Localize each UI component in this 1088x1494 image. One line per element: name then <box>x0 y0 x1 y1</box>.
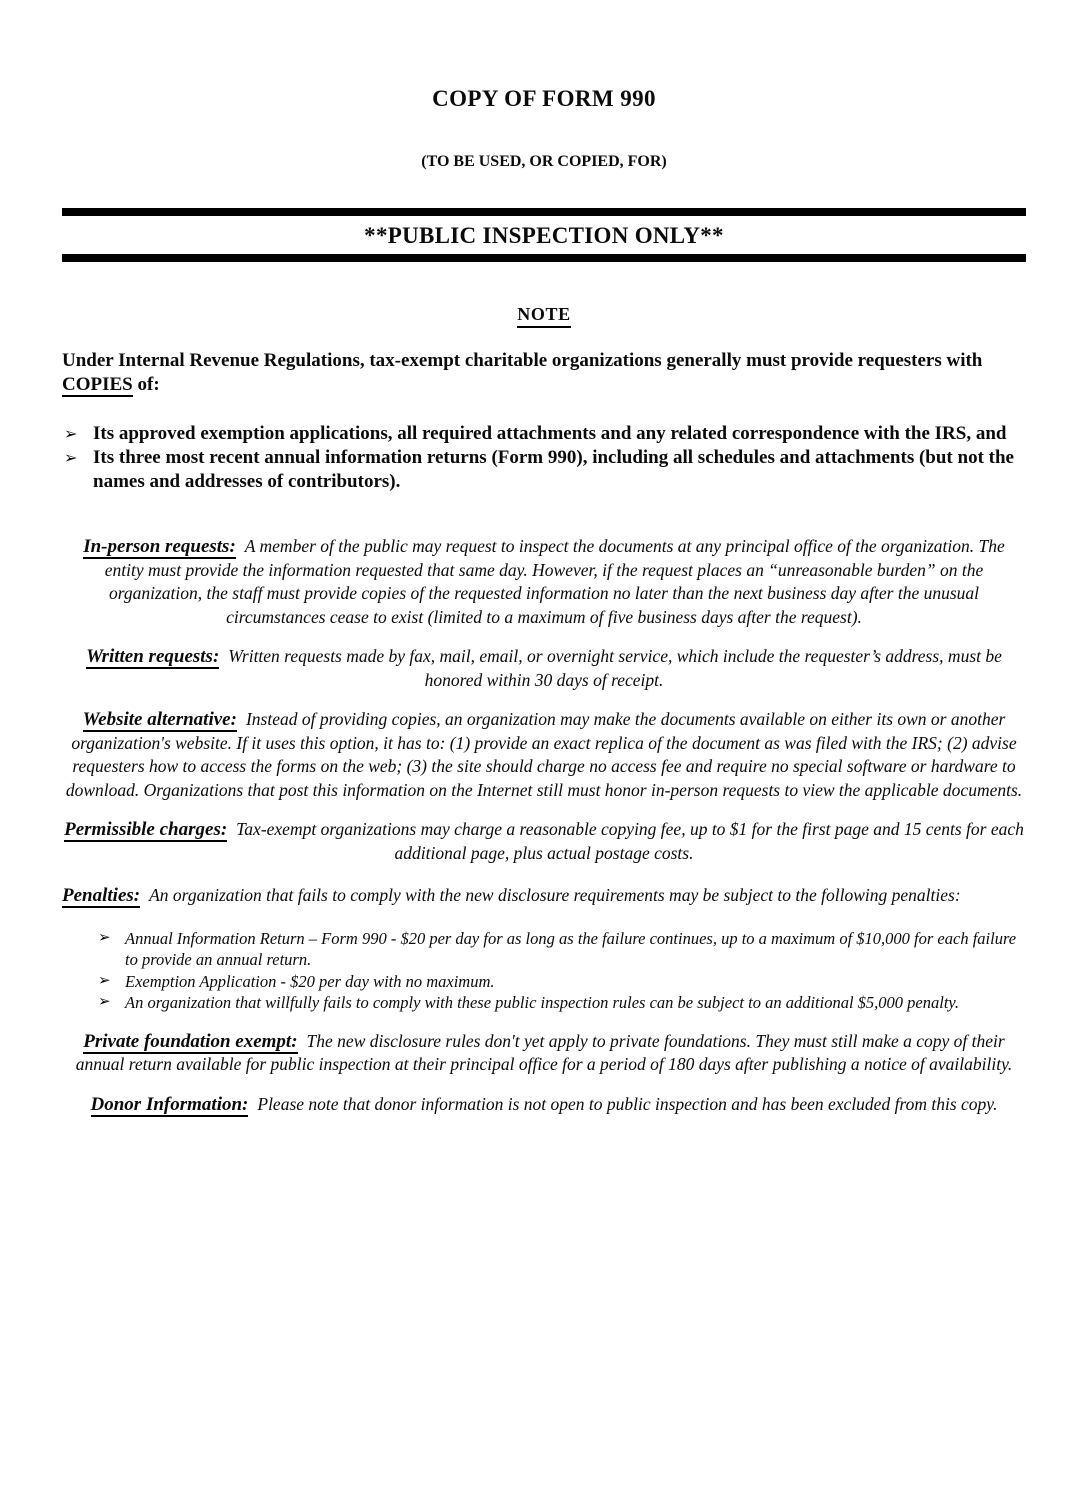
bullet-text: Its three most recent annual information returns (Form 990), including all schedules and attachments (but not the names and addresses of contributors). <box>93 447 1014 492</box>
list-item <box>98 971 1026 993</box>
note-heading: NOTE <box>517 304 570 328</box>
section-heading: Website alternative: <box>82 709 237 730</box>
section-text: Please note that donor information is not open to public inspection and has been excluded from this copy. <box>257 1093 998 1114</box>
section-heading: Written requests: <box>86 646 220 667</box>
section-heading: Permissible charges: <box>64 819 228 840</box>
section-text: The new disclosure rules don't yet apply to private foundations. They must still make a copy of their annual return available for public inspection at their principal office for a period of 180 days after publishing a notice of availability. <box>75 1030 1013 1074</box>
bullet-text: An organization that willfully fails to comply with these public inspection rules can be subject to an additional $5,000 penalty. <box>125 993 959 1012</box>
list-item <box>98 992 1026 1014</box>
section-heading: Penalties: <box>62 885 141 906</box>
document-title: COPY OF FORM 990 <box>432 86 656 111</box>
intro-text-before: Under Internal Revenue Regulations, tax-exempt charitable organizations generally must provide requesters with <box>62 350 983 371</box>
section-permissible-charges <box>62 818 1026 865</box>
arrow-bullet-icon: ➢ <box>64 450 78 467</box>
section-heading: Donor Information: <box>90 1093 249 1115</box>
section-text: Instead of providing copies, an organization may make the documents available on either its own or another organization's website. If it uses this option, it has to: (1) provide an exact replica of the document as was filed with the IRS; (2) advise requesters how to access the forms on the web; (3) the site should charge no access fee and require no special software or hardware to download. Organizations that post this information on the Internet still must honor in-person requests to view the applicable documents. <box>65 709 1023 800</box>
arrow-bullet-icon: ➢ <box>98 994 111 1010</box>
section-heading: In-person requests: <box>83 536 236 557</box>
list-item <box>62 422 1026 446</box>
section-private-foundation-exempt <box>62 1030 1026 1077</box>
section-text: Tax-exempt organizations may charge a reasonable copying fee, up to $1 for the first page and 15 cents for each additional page, plus actual postage costs. <box>236 819 1024 863</box>
note-heading-wrap <box>62 304 1026 328</box>
intro-paragraph <box>62 349 1026 397</box>
section-written-requests <box>62 645 1026 692</box>
bullet-text: Annual Information Return – Form 990 - $20 per day for as long as the failure continues, up to a maximum of $10,000 for each failure to provide an annual return. <box>125 928 1017 969</box>
intro-underlined-word: COPIES <box>62 374 133 395</box>
note-bullet-list <box>62 422 1026 494</box>
banner-top-rule <box>62 208 1026 216</box>
bullet-text: Exemption Application - $20 per day with no maximum. <box>125 971 495 991</box>
section-text: An organization that fails to comply with the new disclosure requirements may be subject to the following penalties: <box>149 885 961 905</box>
intro-text-after: of: <box>132 374 160 395</box>
section-text: Written requests made by fax, mail, email, or overnight service, which include the requester’s address, must be honored within 30 days of receipt. <box>228 646 1002 690</box>
section-website-alternative <box>62 708 1026 802</box>
document-page <box>0 86 1088 1116</box>
section-heading: Private foundation exempt: <box>83 1030 298 1052</box>
arrow-bullet-icon: ➢ <box>98 929 111 946</box>
penalty-bullet-list <box>98 928 1026 1014</box>
arrow-bullet-icon: ➢ <box>64 426 78 443</box>
section-in-person-requests <box>62 535 1026 629</box>
document-subtitle: (TO BE USED, OR COPIED, FOR) <box>421 153 667 170</box>
list-item <box>98 928 1026 971</box>
public-inspection-banner <box>62 208 1026 262</box>
banner-bottom-rule <box>62 254 1026 262</box>
section-text: A member of the public may request to inspect the documents at any principal office of the organization. The entity must provide the information requested that same day. However, if the request places an “unreasonable burden” on the organization, the staff must provide copies of the requested information no later than the next business day after the unusual circumstances cease to exist (limited to a maximum of five business days after the request). <box>104 536 1005 627</box>
section-donor-information <box>62 1093 1026 1117</box>
section-penalties <box>62 884 1026 908</box>
bullet-text: Its approved exemption applications, all required attachments and any related correspondence with the IRS, and <box>93 423 1007 444</box>
arrow-bullet-icon: ➢ <box>98 972 111 989</box>
list-item <box>62 446 1026 494</box>
banner-text: **PUBLIC INSPECTION ONLY** <box>364 223 724 248</box>
